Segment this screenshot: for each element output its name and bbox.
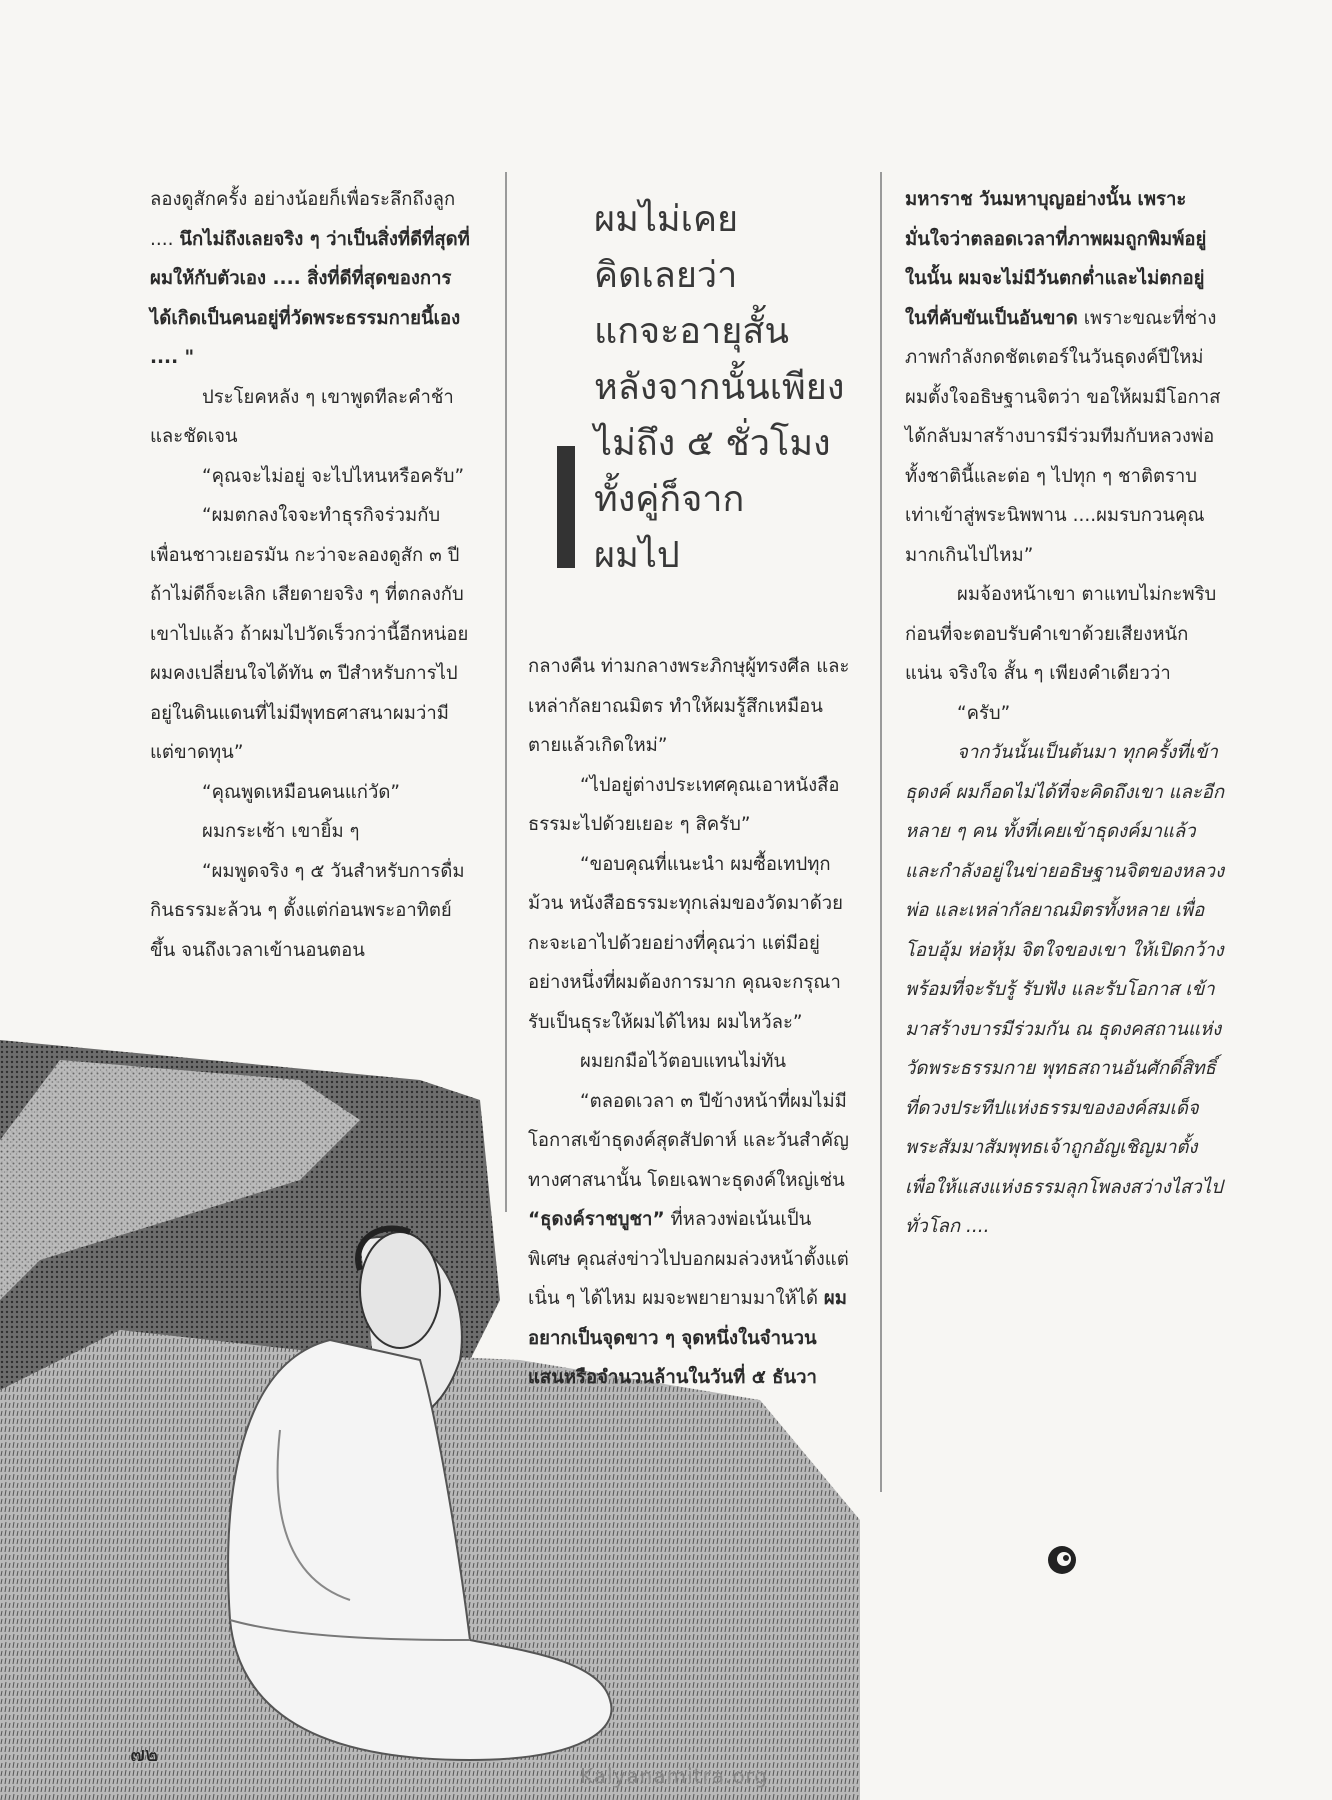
- pull-quote: [594, 192, 864, 584]
- pull-quote-line: ทั้งคู่ก็จาก: [594, 479, 745, 520]
- paragraph-text: ที่หลวงพ่อเน้นเป็นพิเศษ คุณส่งข่าวไปบอกผมล่วงหน้าตั้งแต่เนิ่น ๆ ได้ไหม ผมจะพยายามมาให้ได้: [528, 1209, 849, 1309]
- text-column-2: [528, 647, 850, 1398]
- paragraph-text: เพราะขณะที่ช่างภาพกำลังกดชัตเตอร์ในวันธุดงค์ปีใหม่ ผมตั้งใจอธิษฐานจิตว่า ขอให้ผมมีโอกาสได้กลับมาสร้างบารมีร่วมทีมกับหลวงพ่อ ทั้งชาตินี้และต่อ ๆ ไปทุก ๆ ชาติตราบเท่าเข้าสู่พระนิพพาน ....ผมรบกวนคุณมากเกินไปไหม”: [905, 307, 1221, 566]
- italic-paragraph: จากวันนั้นเป็นต้นมา ทุกครั้งที่เข้าธุดงค์ ผมก็อดไม่ได้ที่จะคิดถึงเขา และอีกหลาย ๆ คน ทั้งที่เคยเข้าธุดงค์มาแล้ว และกำลังอยู่ในข่ายอธิษฐานจิตของหลวงพ่อ และเหล่ากัลยาณมิตรทั้งหลาย เพื่อโอบอุ้ม ห่อหุ้ม จิตใจของเขา ให้เปิดกว้างพร้อมที่จะรับรู้ รับฟัง และรับโอกาส เข้ามาสร้างบารมีร่วมกัน ณ ธุดงคสถานแห่งวัดพระธรรมกาย พุทธสถานอันศักดิ์สิทธิ์ ที่ดวงประทีปแห่งธรรมขององค์สมเด็จพระสัมมาสัมพุทธเจ้าถูกอัญเชิญมาตั้ง เพื่อให้แสงแห่งธรรมลุกโพลงสว่างไสวไปทั่วโลก ....: [905, 742, 1225, 1237]
- bold-text: มหาราช วันมหาบุญอย่างนั้น เพราะมั่นใจว่าตลอดเวลาที่ภาพผมถูกพิมพ์อยู่ในนั้น ผมจะไม่มีวันตกต่ำและไม่ตกอยู่ในที่คับขันเป็นอันขาด: [905, 189, 1207, 329]
- paragraph: [150, 180, 472, 378]
- paragraph: “ขอบคุณที่แนะนำ ผมซื้อเทปทุกม้วน หนังสือธรรมะทุกเล่มของวัดมาด้วย กะจะเอาไปด้วยอย่างที่คุณว่า แต่มีอยู่อย่างหนึ่งที่ผมต้องการมาก คุณจะกรุณารับเป็นธุระให้ผมได้ไหม ผมไหว้ละ”: [528, 853, 843, 1033]
- bold-text: นึกไม่ถึงเลยจริง ๆ ว่าเป็นสิ่งที่ดีที่สุดที่ผมให้กับตัวเอง .... สิ่งที่ดีที่สุดของการได้เกิดเป็นคนอยู่ที่วัดพระธรรมกายนี้เอง .... ": [150, 228, 470, 368]
- pull-quote-bar: [557, 446, 575, 568]
- paragraph: กลางคืน ท่ามกลางพระภิกษุผู้ทรงศีล และเหล่ากัลยาณมิตร ทำให้ผมรู้สึกเหมือนตายแล้วเกิดใหม่”: [528, 656, 850, 756]
- paragraph: “ไปอยู่ต่างประเทศคุณเอาหนังสือธรรมะไปด้วยเยอะ ๆ สิครับ”: [528, 774, 840, 835]
- bold-text: ผมอยากเป็นจุดขาว ๆ จุดหนึ่งในจำนวนแสนหรือจำนวนล้านในวันที่ ๕ ธันวา: [528, 1288, 847, 1388]
- paragraph-text: “ตลอดเวลา ๓ ปีข้างหน้าที่ผมไม่มีโอกาสเข้าธุดงค์สุดสัปดาห์ และวันสำคัญทางศาสนานั้น โดยเฉพาะธุดงค์ใหญ่เช่น: [528, 1090, 849, 1191]
- text-column-3: [905, 180, 1225, 1247]
- paragraph: ผมจ้องหน้าเขา ตาแทบไม่กะพริบ ก่อนที่จะตอบรับคำเขาด้วยเสียงหนักแน่น จริงใจ สั้น ๆ เพียงคำเดียวว่า: [905, 584, 1217, 684]
- paragraph: “ผมตกลงใจจะทำธุรกิจร่วมกับเพื่อนชาวเยอรมัน กะว่าจะลองดูสัก ๓ ปี ถ้าไม่ดีก็จะเลิก เสียดายจริง ๆ ที่ตกลงกับเขาไปแล้ว ถ้าผมไปวัดเร็วกว่านี้อีกหน่อยผมคงเปลี่ยนใจได้ทัน ๓ ปีสำหรับการไปอยู่ในดินแดนที่ไม่มีพุทธศาสนาผมว่ามีแต่ขาดทุน”: [150, 505, 469, 763]
- paragraph: [905, 180, 1225, 575]
- pull-quote-line: แกจะอายุสั้น: [594, 311, 789, 352]
- bold-text: “ธุดงค์ราชบูชา”: [528, 1209, 665, 1230]
- paragraph: “คุณจะไม่อยู่ จะไปไหนหรือครับ”: [202, 465, 465, 487]
- paragraph: [528, 1082, 850, 1398]
- paragraph: ผมยกมือไว้ตอบแทนไม่ทัน: [580, 1051, 787, 1072]
- paragraph: ประโยคหลัง ๆ เขาพูดทีละคำช้า และชัดเจน: [150, 386, 454, 447]
- end-mark-icon: [1046, 1544, 1078, 1576]
- column-divider: [880, 172, 882, 1492]
- paragraph: ผมกระเซ้า เขายิ้ม ๆ: [202, 821, 360, 842]
- watermark: Kalyanamitra.org: [580, 1764, 769, 1788]
- paragraph-text: ลองดูสักครั้ง อย่างน้อยก็เพื่อระลึกถึงลูก ....: [150, 189, 456, 250]
- page-number: ๗๒: [130, 1742, 159, 1766]
- pull-quote-line: ผมไป: [594, 535, 680, 576]
- pull-quote-line: คิดเลยว่า: [594, 255, 738, 296]
- paragraph: “คุณพูดเหมือนคนแก่วัด”: [202, 781, 400, 803]
- paragraph: “ครับ”: [957, 702, 1011, 724]
- text-column-1: [150, 180, 472, 970]
- paragraph: “ผมพูดจริง ๆ ๕ วันสำหรับการดื่มกินธรรมะล้วน ๆ ตั้งแต่ก่อนพระอาทิตย์ขึ้น จนถึงเวลาเข้านอนตอน: [150, 860, 465, 961]
- pull-quote-line: หลังจากนั้นเพียง: [594, 367, 845, 408]
- pull-quote-line: ผมไม่เคย: [594, 199, 739, 240]
- pull-quote-line: ไม่ถึง ๕ ชั่วโมง: [594, 423, 831, 464]
